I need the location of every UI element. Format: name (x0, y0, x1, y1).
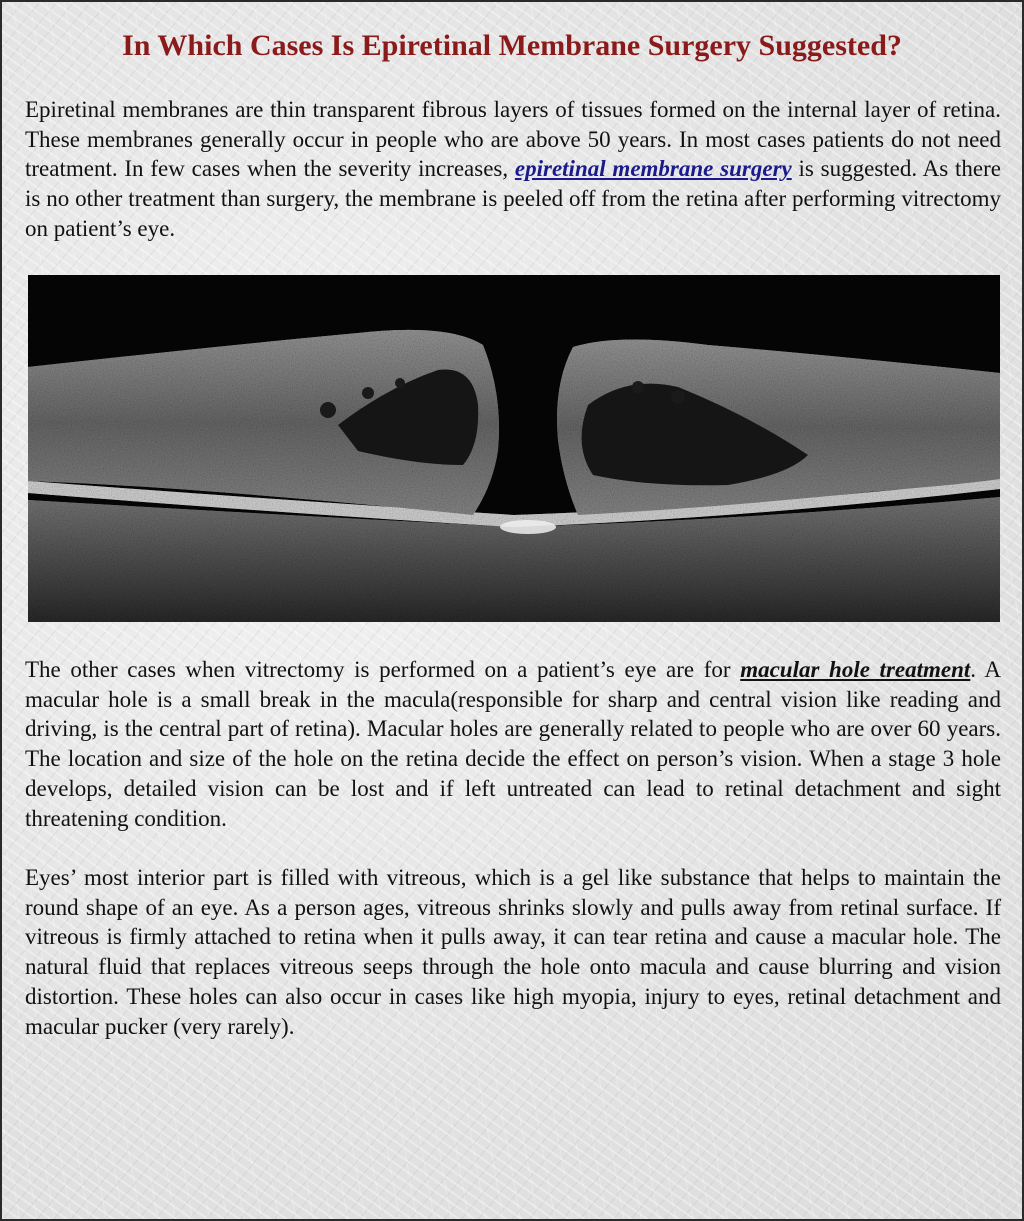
epiretinal-membrane-surgery-link[interactable]: epiretinal membrane surgery (514, 156, 792, 182)
page-title: In Which Cases Is Epiretinal Membrane Surgery Suggested? (122, 29, 902, 62)
macular-text-end: . A macular hole is a small break in the macula(responsible for sharp and central vision like reading and driving, is the central part of retina). Macular holes are generally related to people who are over 60 years. The location and size of the hole on the retina decide the effect on person’s vision. When a stage 3 hole develops, detailed vision can be lost and if left untreated can lead to retinal detachment and sight threatening condition. (25, 657, 1001, 831)
macular-text-start: The other cases when vitrectomy is performed on a patient’s eye are for (25, 657, 741, 682)
macular-hole-paragraph (25, 655, 1001, 833)
intro-text-start: Epiretinal membranes are thin transparent fibrous layers of tissues formed on the internal layer of retina. These membranes generally occur in people who are above 50 years. In most cases patients do not need treatment. In few cases when the severity increases, (25, 97, 1001, 182)
oct-scan-image (28, 275, 1000, 622)
intro-text-end: is suggested. As there is no other treatment than surgery, the membrane is peeled off from the retina after performing vitrectomy on patient’s eye. (25, 156, 1001, 241)
vitreous-paragraph: Eyes’ most interior part is filled with vitreous, which is a gel like substance that helps to maintain the round shape of an eye. As a person ages, vitreous shrinks slowly and pulls away from retinal surface. If vitreous is firmly attached to retina when it pulls away, it can tear retina and cause a macular hole. The natural fluid that replaces vitreous seeps through the hole onto macula and cause blurring and vision distortion. These holes can also occur in cases like high myopia, injury to eyes, retinal detachment and macular pucker (very rarely). (25, 865, 1001, 1039)
macular-hole-treatment-link[interactable]: macular hole treatment (740, 657, 971, 682)
intro-paragraph (25, 95, 1001, 244)
